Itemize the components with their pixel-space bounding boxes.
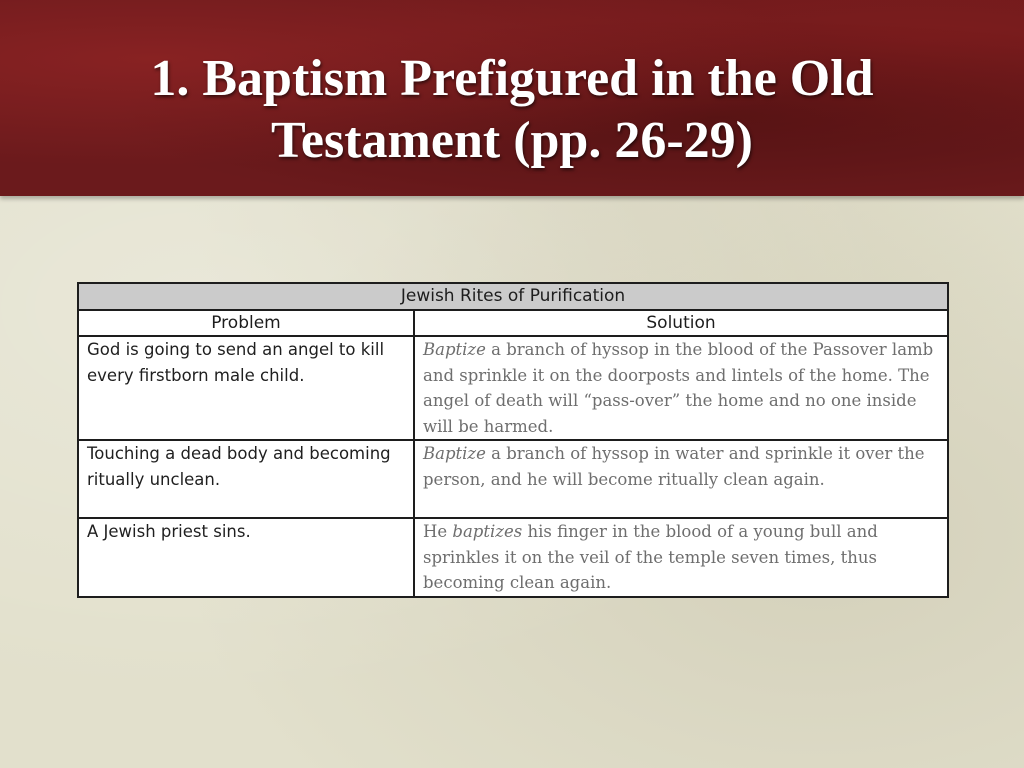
solution-text: a branch of hyssop in water and sprinkle it over the person, and he will become ritually clean again.: [423, 444, 925, 489]
slide-title: 1. Baptism Prefigured in the Old Testament (pp. 26-29): [150, 50, 874, 169]
solution-emphasis: baptizes: [452, 522, 523, 541]
solution-prefix: He: [423, 522, 453, 541]
table-row: [78, 440, 948, 518]
table-header-row: [78, 310, 948, 336]
purification-table: [77, 282, 949, 598]
column-header-problem: Problem: [78, 310, 414, 336]
problem-cell: God is going to send an angel to kill every firstborn male child.: [78, 336, 414, 440]
table-row: [78, 518, 948, 597]
table-caption: Jewish Rites of Purification: [78, 283, 948, 310]
solution-cell: [414, 440, 948, 518]
table-row: [78, 336, 948, 440]
solution-emphasis: Baptize: [423, 340, 486, 359]
solution-text: his finger in the blood of a young bull and sprinkles it on the veil of the temple seven times, thus becoming clean again.: [423, 522, 878, 592]
solution-emphasis: Baptize: [423, 444, 486, 463]
solution-cell: [414, 518, 948, 597]
table-caption-row: [78, 283, 948, 310]
column-header-solution: Solution: [414, 310, 948, 336]
problem-cell: Touching a dead body and becoming ritually unclean.: [78, 440, 414, 518]
solution-text: a branch of hyssop in the blood of the Passover lamb and sprinkle it on the doorposts and lintels of the home. The angel of death will “pass-over” the home and no one inside will be harmed.: [423, 340, 934, 436]
purification-table-container: [77, 282, 947, 598]
problem-cell: A Jewish priest sins.: [78, 518, 414, 597]
solution-cell: [414, 336, 948, 440]
